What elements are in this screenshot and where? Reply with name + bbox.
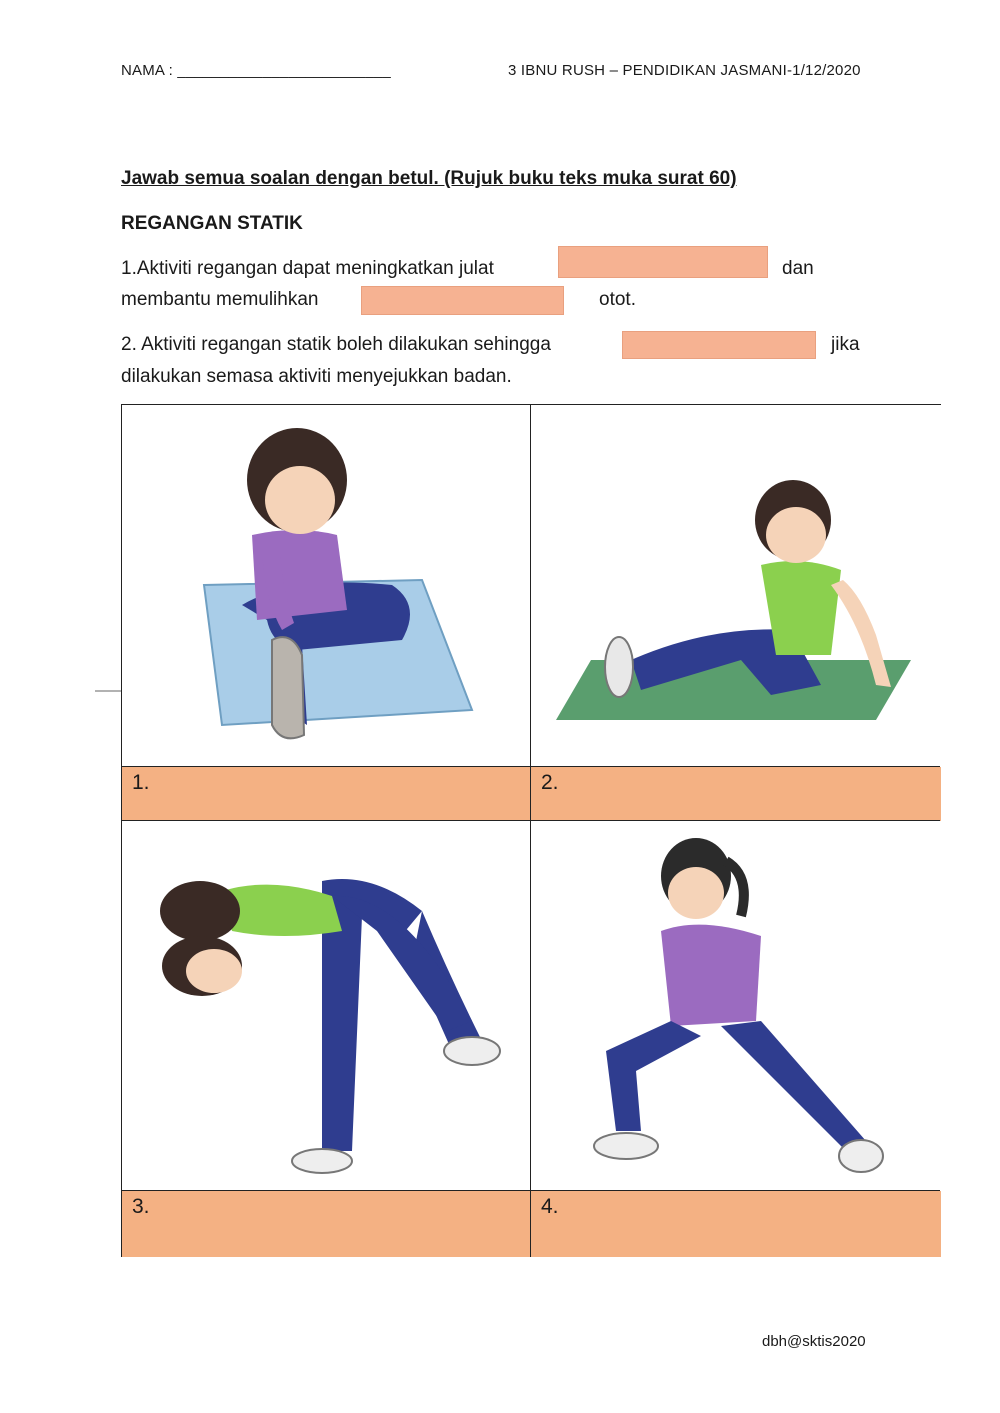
card-2-label[interactable] xyxy=(531,767,941,821)
card-1-illustration xyxy=(122,405,531,767)
q1-text-part4: otot. xyxy=(599,289,636,310)
footer-credit: dbh@sktis2020 xyxy=(762,1333,866,1350)
partner-back-stretch-icon xyxy=(122,821,531,1191)
section-title: REGANGAN STATIK xyxy=(121,213,303,234)
card-2-illustration xyxy=(531,405,941,767)
card-3-number: 3. xyxy=(132,1195,150,1218)
card-1-number: 1. xyxy=(132,771,150,794)
card-3-label[interactable] xyxy=(122,1191,531,1257)
stretch-grid xyxy=(121,404,941,1257)
grid-divider-3 xyxy=(122,1190,940,1191)
card-2-number: 2. xyxy=(541,771,559,794)
q2-text-part2: jika xyxy=(831,334,860,355)
name-field-label: NAMA : _________________________ xyxy=(121,62,391,79)
class-info: 3 IBNU RUSH – PENDIDIKAN JASMANI-1/12/2020 xyxy=(508,62,861,79)
card-4-number: 4. xyxy=(541,1195,559,1218)
card-3-illustration xyxy=(122,821,531,1191)
q1-text-part1: 1.Aktiviti regangan dapat meningkatkan julat xyxy=(121,258,494,279)
instruction-text: Jawab semua soalan dengan betul. (Rujuk buku teks muka surat 60) xyxy=(121,168,737,189)
grid-divider-vertical xyxy=(530,405,531,1257)
boy-seated-twist-icon xyxy=(531,405,941,767)
q2-answer-box[interactable] xyxy=(622,331,816,359)
card-4-illustration xyxy=(531,821,941,1191)
girl-seated-stretch-icon xyxy=(122,405,531,767)
grid-divider-2 xyxy=(122,820,940,821)
q1-answer-box-1[interactable] xyxy=(558,246,768,278)
q2-text-part1: 2. Aktiviti regangan statik boleh dilakukan sehingga xyxy=(121,334,551,355)
q2-text-part3: dilakukan semasa aktiviti menyejukkan badan. xyxy=(121,366,512,387)
q1-text-part3: membantu memulihkan xyxy=(121,289,319,310)
girl-lunge-icon xyxy=(531,821,941,1191)
q1-text-part2: dan xyxy=(782,258,814,279)
card-4-label[interactable] xyxy=(531,1191,941,1257)
q1-answer-box-2[interactable] xyxy=(361,286,564,315)
card-1-label[interactable] xyxy=(122,767,531,821)
grid-divider-1 xyxy=(122,766,940,767)
